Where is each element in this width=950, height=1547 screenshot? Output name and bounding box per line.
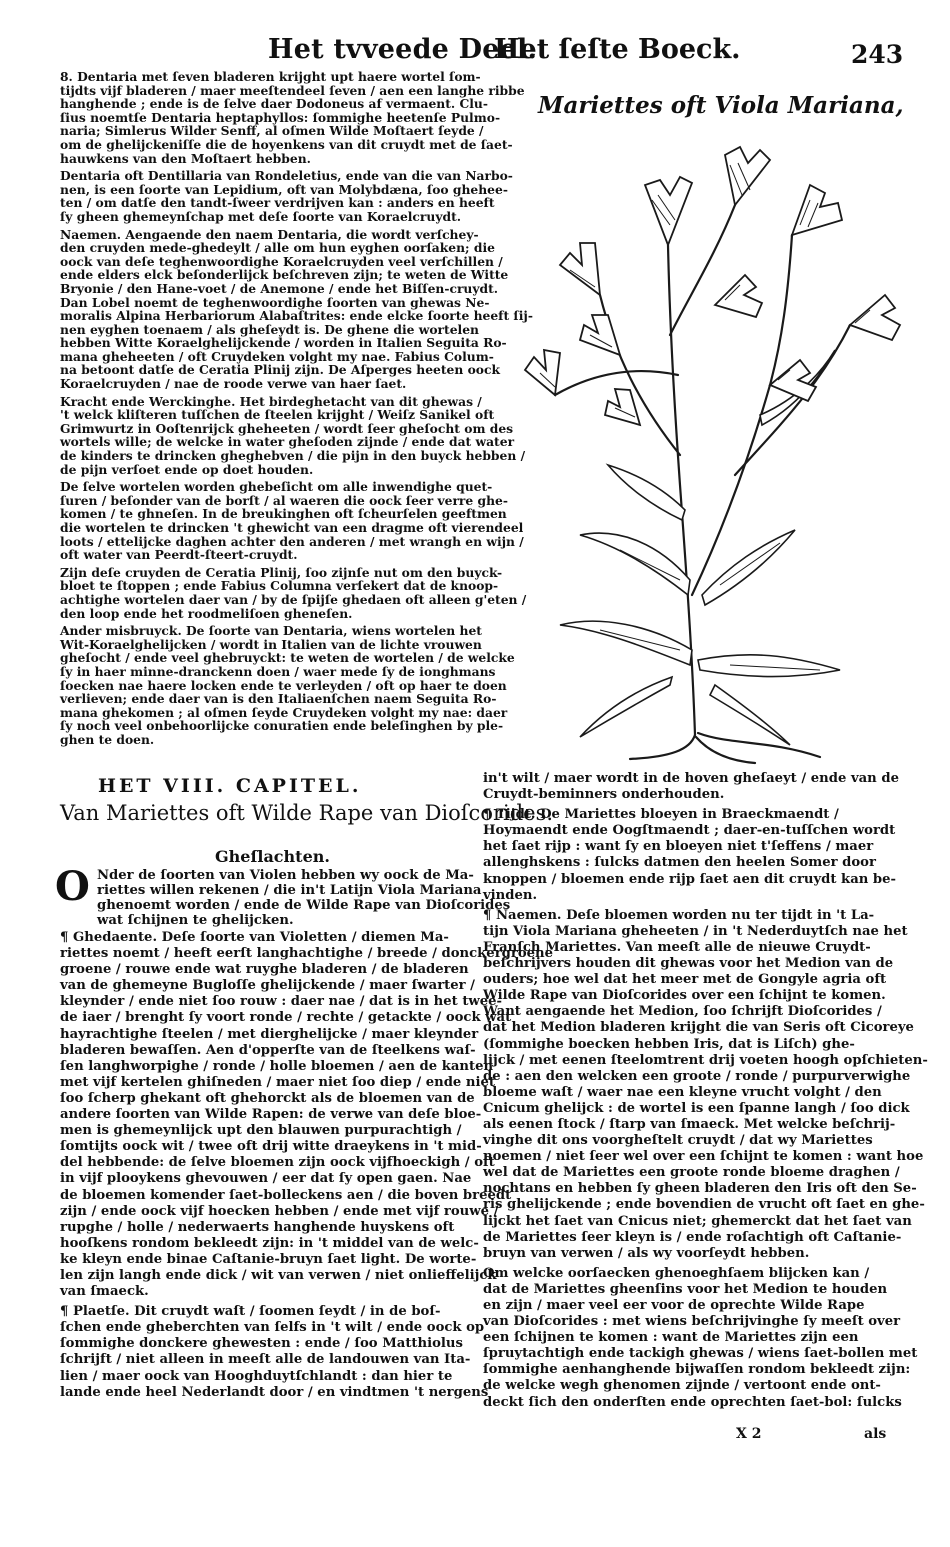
text-line: verlieven; ende daer van is den Italiaenſchen naem Seguita Ro- xyxy=(60,691,497,707)
text-line: Om welcke oorſaecken ghenoeghſaem blijcken kan / xyxy=(483,1265,870,1281)
section-heading: Gheſlachten. xyxy=(215,847,330,866)
text-line: als eenen ſtock / ſtarp van ſmaeck. Met welcke beſchrij- xyxy=(483,1116,896,1132)
text-line: ris ghelijckende ; ende bovendien de vrucht oft ſaet en ghe- xyxy=(483,1197,925,1213)
text-line: ghen te doen. xyxy=(60,731,155,747)
text-line: Franſch Mariettes. Van meeſt alle de nieuwe Cruydt- xyxy=(483,939,871,955)
text-line: na betoont datſe de Ceratia Plinij zijn. De Aſperges heeten oock xyxy=(60,362,500,378)
text-line: Cnicum ghelijck : de wortel is een ſpanne langh / ſoo dick xyxy=(483,1100,910,1116)
flower xyxy=(560,243,600,295)
text-line: wel dat de Mariettes een groote ronde bloeme draghen / xyxy=(483,1165,900,1181)
text-line: hebben Witte Koraelghelijckende / worden in Italien Seguita Ro- xyxy=(60,335,507,351)
text-line: met vijf kertelen ghiſneden / maer niet ſoo diep / ende niet xyxy=(60,1074,495,1090)
text-line: rupghe / holle / nederwaerts hanghende huyskens oft xyxy=(60,1219,455,1235)
text-line: nochtans en hebben ſy gheen bladeren den Iris oft den Se- xyxy=(483,1181,917,1197)
text-line: nen, is een ſoorte van Lepidium, oft van Molybdæna, ſoo ghehee- xyxy=(60,181,508,197)
text-line: de kinders te drincken gheghebven / die pijn in den buyck hebben / xyxy=(60,448,526,464)
text-line: naria; Simlerus Wilder Senff, al oſmen Wilde Moſtaert ſeyde / xyxy=(60,123,484,139)
left-column-top-text xyxy=(60,69,533,747)
text-line: van ſmaeck. xyxy=(60,1284,149,1300)
text-line: andere ſoorten van Wilde Rapen: de verwe van deſe bloe- xyxy=(60,1107,482,1123)
text-line: Cruydt-beminners onderhouden. xyxy=(483,787,725,803)
plant-illustration xyxy=(520,125,905,765)
text-line: riettes noemt / heeft eerſt langhachtighe / breede / donckergroene xyxy=(60,946,553,962)
text-line: wat ſchijnen te ghelijcken. xyxy=(97,913,294,928)
text-line: een ſchijnen te komen : want de Mariettes zijn een xyxy=(483,1330,859,1346)
text-line: lijckt het ſaet van Cnicus niet; ghemerckt dat het ſaet van xyxy=(483,1213,912,1229)
right-column-text xyxy=(483,771,928,1411)
leaf xyxy=(698,655,840,677)
text-line: ¶ Plaetſe. Dit cruydt waſt / ſoomen ſeydt / in de boſ- xyxy=(60,1304,441,1320)
leaf xyxy=(580,533,690,595)
flower xyxy=(715,275,762,317)
side-stem-left xyxy=(600,295,680,455)
text-line: oock van deſe teghenwoordighe Koraelcruyden veel verſchillen / xyxy=(60,253,503,269)
text-line: Naemen. Aengaende den naem Dentaria, die wordt verſchey- xyxy=(60,226,479,242)
text-line: ſy in haer minne-dranckenn doen / waer mede ſy de ionghmans xyxy=(60,663,496,679)
text-line: Nder de ſoorten van Violen hebben wy oock de Ma- xyxy=(97,868,474,883)
text-line: 8. Dentaria met ſeven bladeren krijght upt haere wortel ſom- xyxy=(60,69,481,84)
text-line: het ſaet rijp : want ſy en bloeyen niet t'ſeffens / maer xyxy=(483,839,874,855)
leaf xyxy=(608,465,685,520)
text-line: ſommighe aenhanghende bijwaſſen rondom bekleedt zijn: xyxy=(483,1362,911,1378)
text-line: Want aengaende het Medion, ſoo ſchrijft Dioſcorides / xyxy=(483,1004,882,1020)
text-line: Ander misbruyck. De ſoorte van Dentaria, wiens wortelen het xyxy=(60,623,482,639)
chapter-title: Van Mariettes oft Wilde Rape van Dioſcorides. xyxy=(60,801,554,825)
text-line: Bryonie / den Hane-voet / de Anemone / ende het Biſſen-cruydt. xyxy=(60,280,499,296)
text-line: knoppen / bloemen ende rijp ſaet aen dit cruydt kan be- xyxy=(483,871,896,887)
text-line: kleynder / ende niet ſoo rouw : daer nae / dat is in het twee- xyxy=(60,994,503,1010)
text-line: len zijn langh ende dick / wit van verwen / niet onlieffelijck xyxy=(60,1267,497,1283)
signature-mark: X 2 xyxy=(736,1426,762,1442)
text-line: Hoymaendt ende Oogſtmaendt ; daer-en-tuſſchen wordt xyxy=(483,823,896,839)
text-line: en zijn / maer veel eer voor de oprechte Wilde Rape xyxy=(483,1298,865,1313)
root-mid xyxy=(696,737,755,763)
text-line: komen / te ghneſen. In de breukinghen oft ſcheurſelen geeftmen xyxy=(60,506,507,522)
text-line: hayrachtighe ſteelen / met dierghelijcke / maer kleynder xyxy=(60,1026,479,1042)
text-line: ſommighe donckere ghewesten : ende / ſoo Matthiolus xyxy=(60,1336,463,1352)
flower xyxy=(792,185,842,235)
text-line: vinghe dit ons voorgheſtelt cruydt / dat wy Mariettes xyxy=(483,1133,873,1149)
flower xyxy=(725,147,770,205)
text-line: ſpruytachtigh ende tackigh ghewas / wiens ſaet-bollen met xyxy=(483,1346,918,1362)
flower xyxy=(770,360,816,401)
side-stem-upper xyxy=(670,205,735,335)
text-line: de welcke wegh ghenomen zijnde / vertoont ende ont- xyxy=(483,1378,881,1394)
text-line: ten / om datſe den tandt-ſweer verdrijven kan : anders en heeft xyxy=(60,195,495,211)
text-line: bruyn van verwen / als wy voorſeydt hebben. xyxy=(483,1245,810,1261)
text-line: om de ghelijckeniſſe die de hoyenkens van dit cruydt met de ſaet- xyxy=(60,136,513,152)
text-line: dat het Medion bladeren krijght die van Seris oft Cicoreye xyxy=(483,1020,914,1036)
text-line: ende elders elck beſonderlijck beſchreven zijn; te weten de Witte xyxy=(60,267,509,283)
text-line: riettes willen rekenen / die in't Latijn Viola Mariana xyxy=(97,883,482,898)
text-line: lande ende heel Nederlandt door / en vindtmen 't nergens xyxy=(60,1384,489,1400)
text-line: de iaer / brenght ſy voort ronde / rechte / getackte / oock wat xyxy=(60,1010,512,1026)
text-line: gheſocht / ende veel ghebruyckt: te weten de wortelen / de welcke xyxy=(60,650,515,666)
running-header xyxy=(0,28,950,68)
text-line: de pijn verſoet ende op doet houden. xyxy=(60,461,314,477)
text-line: bladeren bewaſſen. Aen d'opperſte van de ſteelkens waſ- xyxy=(60,1042,476,1058)
text-line: die wortelen te drincken 't ghewicht van een dragme oft vierendeel xyxy=(60,520,524,535)
plate-title: Mariettes oft Viola Mariana, xyxy=(538,92,904,119)
text-line: ke kleyn ende binae Caſtanie-bruyn ſaet light. De worte- xyxy=(60,1251,477,1267)
text-line: ſomtijts oock wit / twee oft drij witte draeykens in 't mid- xyxy=(60,1139,482,1155)
text-line: Grimwurtz in Ooſtenrijck gheheeten / wordt ſeer gheſocht om des xyxy=(60,420,514,436)
text-line: de : aen den welcken een groote / ronde / purpurverwighe xyxy=(483,1068,911,1084)
text-line: zijn / ende oock vijf hoecken hebben / ende met vijf rouwe / xyxy=(60,1203,499,1219)
text-line: allenghskens : ſulcks datmen den heelen Somer door xyxy=(483,855,876,871)
text-line: ſy gheen ghemeynſchap met deſe ſoorte van Koraelcruydt. xyxy=(60,208,462,224)
text-line: ſen langhworpighe / ronde / holle bloemen / aen de kanten xyxy=(60,1058,494,1074)
text-line: noemen / niet ſeer wel over een ſchijnt te komen : want hoe xyxy=(483,1149,924,1165)
text-line: achtighe wortelen daer van / by de ſpijſe ghedaen oft alleen g'eten / xyxy=(60,591,527,607)
text-line: tijdts vijf bladeren / maer meeſtendeel ſeven / aen een langhe ribbe xyxy=(60,82,525,98)
text-line: oft water van Peerdt-ſteert-cruydt. xyxy=(60,547,298,563)
text-line: ¶ Ghedaente. Deſe ſoorte van Violetten / diemen Ma- xyxy=(60,930,449,945)
text-line: den cruyden mede-ghedeylt / alle om hun eyghen oorſaken; die xyxy=(60,240,495,256)
text-line: Wilde Rape van Dioſcorides over een ſchijnt te komen. xyxy=(483,988,886,1004)
text-line: Dan Lobel noemt de teghenwoordighe ſoorten van ghewas Ne- xyxy=(60,294,490,310)
text-line: nen eyghen toenaem / als gheſeydt is. De ghene die wortelen xyxy=(60,321,479,337)
text-line: ¶ Naemen. Deſe bloemen worden nu ter tijdt in 't La- xyxy=(483,907,875,923)
text-line: bloet te ſtoppen ; ende Fabius Columna verſekert dat de knoop- xyxy=(60,578,499,594)
text-line: Dentaria oft Dentillaria van Rondeletius, ende van die van Narbo- xyxy=(60,168,513,184)
text-line: ſoecken nae haere locken ende te verleyden / oft op haer te doen xyxy=(60,677,507,693)
text-line: ſchen ende gheberchten van ſelfs in 't wilt / ende oock op xyxy=(60,1320,485,1336)
text-line: ſoo ſcherp ghekant oft ghehorckt als de bloemen van de xyxy=(60,1090,475,1106)
flower xyxy=(850,295,900,340)
text-line: De ſelve wortelen worden ghebeſicht om alle inwendighe quet- xyxy=(60,479,493,495)
text-line: ouders; hoe wel dat het meer met de Gongyle agria oft xyxy=(483,972,887,988)
text-line: lijck / met eenen ſteelomtrent drij voeten hoogh opſchieten- xyxy=(483,1052,928,1068)
text-line: van Dioſcorides : met wiens beſchrijvinghe ſy meeſt over xyxy=(483,1314,901,1330)
text-line: ¶ Tijdt. De Mariettes bloeyen in Braeckmaendt / xyxy=(483,807,839,823)
flower xyxy=(525,350,560,395)
text-line: in't wilt / maer wordt in de hoven gheſaeyt / ende van de xyxy=(483,771,899,786)
text-line: bloeme waſt / waer nae een kleyne vrucht volght / den xyxy=(483,1084,882,1100)
flower xyxy=(605,389,640,425)
text-line: tijn Viola Mariana gheheeten / in 't Nederduytſch nae het xyxy=(483,923,908,939)
leaf xyxy=(560,621,692,665)
text-line: loots / ettelijcke daghen achter den anderen / met wrangh en wijn / xyxy=(60,533,524,549)
text-line: Koraelcruyden / nae de roode verwe van haer ſaet. xyxy=(60,376,407,392)
text-line: moralis Alpina Herbariorum Alabaſtrites: ende elcke ſoorte heeft ſij- xyxy=(60,308,533,324)
text-line: den loop ende het roodmeliſoen gheneſen. xyxy=(60,605,353,621)
text-line: mana ghekomen ; al oſmen ſeyde Cruydeken volght my nae: daer xyxy=(60,704,508,720)
text-line: Kracht ende Werckinghe. Het birdeghetacht van dit ghewas / xyxy=(60,393,482,409)
left-column-bottom-text xyxy=(60,930,553,1401)
text-line: ghenoemt worden / ende de Wilde Rape van Dioſcorides xyxy=(97,898,511,913)
text-line: vinden. xyxy=(483,887,538,903)
text-line: de Mariettes ſeer kleyn is / ende roſachtigh oft Caſtanie- xyxy=(483,1229,902,1245)
text-line: men is ghemeynlijck upt den blauwen purpurachtigh / xyxy=(60,1123,462,1139)
text-line: deckt ſich den onderſten ende oprechten ſaet-bol: ſulcks xyxy=(483,1394,902,1410)
text-line: Wit-Koraelghelijcken / wordt in Italien van de lichte vrouwen xyxy=(60,636,482,652)
text-line: Zijn deſe cruyden de Ceratia Plinij, ſoo zijnſe nut om den buyck- xyxy=(60,564,503,580)
leaf xyxy=(580,677,672,737)
text-line: ſuren / beſonder van de borſt / al waeren die oock ſeer verre ghe- xyxy=(60,492,508,508)
text-line: mana gheheeten / oft Cruydeken volght my nae. Fabius Colum- xyxy=(60,348,494,364)
leaf xyxy=(710,685,790,745)
text-line: hauwkens van den Moſtaert hebben. xyxy=(60,150,311,166)
chapter-heading: HET VIII. CAPITEL. xyxy=(98,775,362,797)
text-line: wortels wille; de welcke in water gheſoden zijnde / ende dat water xyxy=(60,434,515,450)
text-line: dat de Mariettes gheenſins voor het Medion te houden xyxy=(483,1281,888,1297)
text-line: de bloemen komender ſaet-bolleckens aen / die boven breedt xyxy=(60,1187,512,1203)
text-line: hooſkens rondom bekleedt zijn: in 't middel van de welc- xyxy=(60,1235,479,1251)
text-line: 't welck kliſteren tuſſchen de ſteelen krijght / Weiſz Sanikel oft xyxy=(60,407,495,423)
text-line: (ſommighe boecken hebben Iris, dat is Liſch) ghe- xyxy=(483,1036,855,1052)
page-number: 243 xyxy=(851,40,904,69)
text-line: lien / maer oock van Hooghduytſchlandt : dan hier te xyxy=(60,1368,453,1384)
root-main xyxy=(630,735,695,759)
catchword: als xyxy=(864,1426,887,1442)
text-line: van de ghemeyne Bugloſſe ghelijckende / maer ſwarter / xyxy=(60,978,475,994)
text-line: beſchrijvers houden dit ghewas voor het Medion van de xyxy=(483,956,894,972)
text-line: del hebbende: de ſelve bloemen zijn oock vijfhoeckigh / oft xyxy=(60,1155,495,1171)
text-line: ſchrijft / niet alleen in meeſt alle de landouwen van Ita- xyxy=(60,1352,471,1368)
text-line: in vijf plooykens ghevouwen / eer dat ſy open gaen. Nae xyxy=(60,1171,472,1187)
header-right-title: Het ſeſte Boeck. xyxy=(494,34,741,65)
text-line: groene / rouwe ende wat ruyghe bladeren / de bladeren xyxy=(60,962,469,978)
text-line: ſius noemtſe Dentaria heptaphyllos: ſommighe heetenſe Pulmo- xyxy=(60,109,501,125)
header-left-title: Het tvveede Deel. xyxy=(268,34,538,65)
text-line: hanghende ; ende is de ſelve daer Dodoneus af vermaent. Clu- xyxy=(60,96,488,112)
drop-capital: O xyxy=(55,863,90,910)
text-line: ſy noch veel onbehoorlijcke conuratien ende beleſinghen by ple- xyxy=(60,718,504,734)
flower xyxy=(580,315,620,355)
